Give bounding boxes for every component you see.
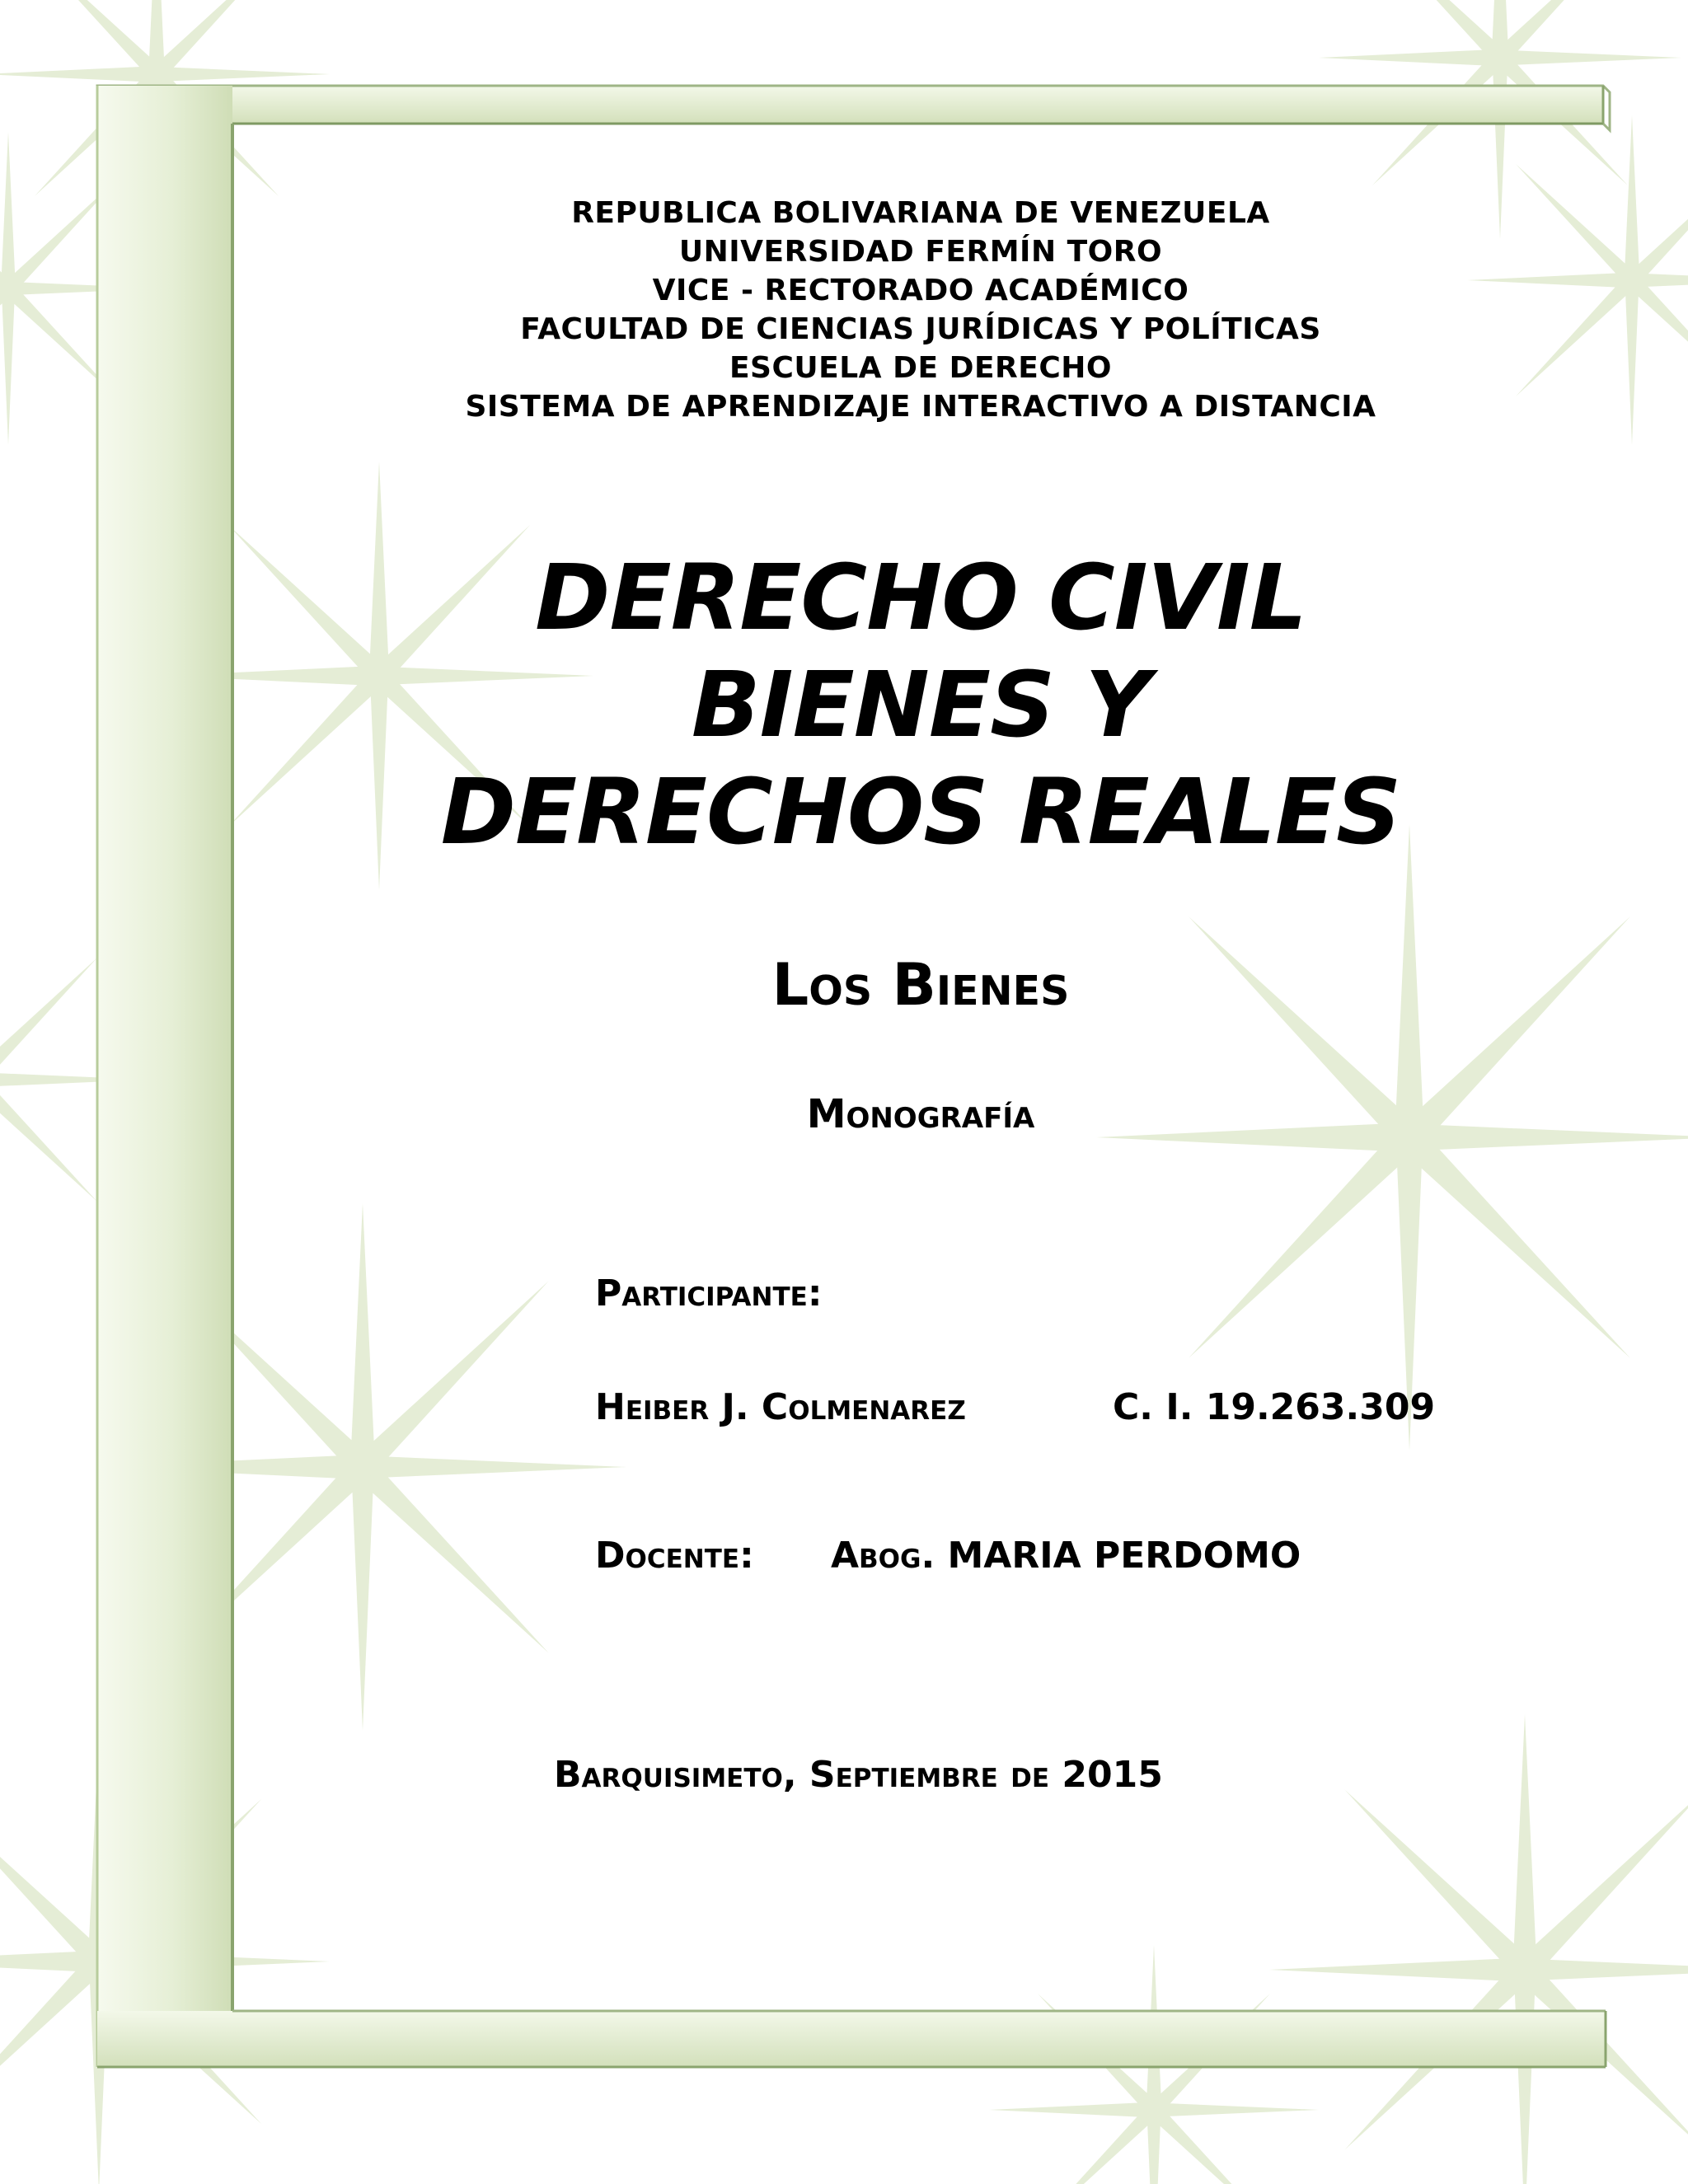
frame-bottom-bar [97, 2011, 1606, 2067]
document-subtitle: Los Bienes [771, 951, 1070, 1019]
frame-top-bar [97, 86, 1610, 130]
institution-line-3: VICE - RECTORADO ACADÉMICO [652, 274, 1189, 307]
participant-name: Heiber J. Colmenarez [595, 1386, 966, 1428]
institution-line-2: UNIVERSIDAD FERMÍN TORO [678, 235, 1163, 269]
institution-line-6: SISTEMA DE APRENDIZAJE INTERACTIVO A DISTANCIA [465, 390, 1376, 424]
title-line-1: DERECHO CIVIL [535, 545, 1306, 650]
place-date: Barquisimeto, Septiembre de 2015 [554, 1754, 1163, 1796]
institution-line-4: FACULTAD DE CIENCIAS JURÍDICAS Y POLÍTICAS [520, 312, 1321, 346]
institution-line-5: ESCUELA DE DERECHO [729, 351, 1113, 385]
title-line-2: BIENES Y [691, 652, 1151, 757]
frame-left-bar [97, 86, 232, 2067]
institution-line-1: REPUBLICA BOLIVARIANA DE VENEZUELA [571, 196, 1270, 230]
participant-id: C. I. 19.263.309 [1113, 1386, 1436, 1428]
title-line-3: DERECHOS REALES [440, 759, 1401, 865]
teacher-name: Abog. MARIA PERDOMO [831, 1535, 1301, 1577]
participant-label: Participante: [595, 1272, 823, 1315]
teacher-label: Docente: [595, 1535, 754, 1577]
document-type: Monografía [806, 1091, 1035, 1137]
